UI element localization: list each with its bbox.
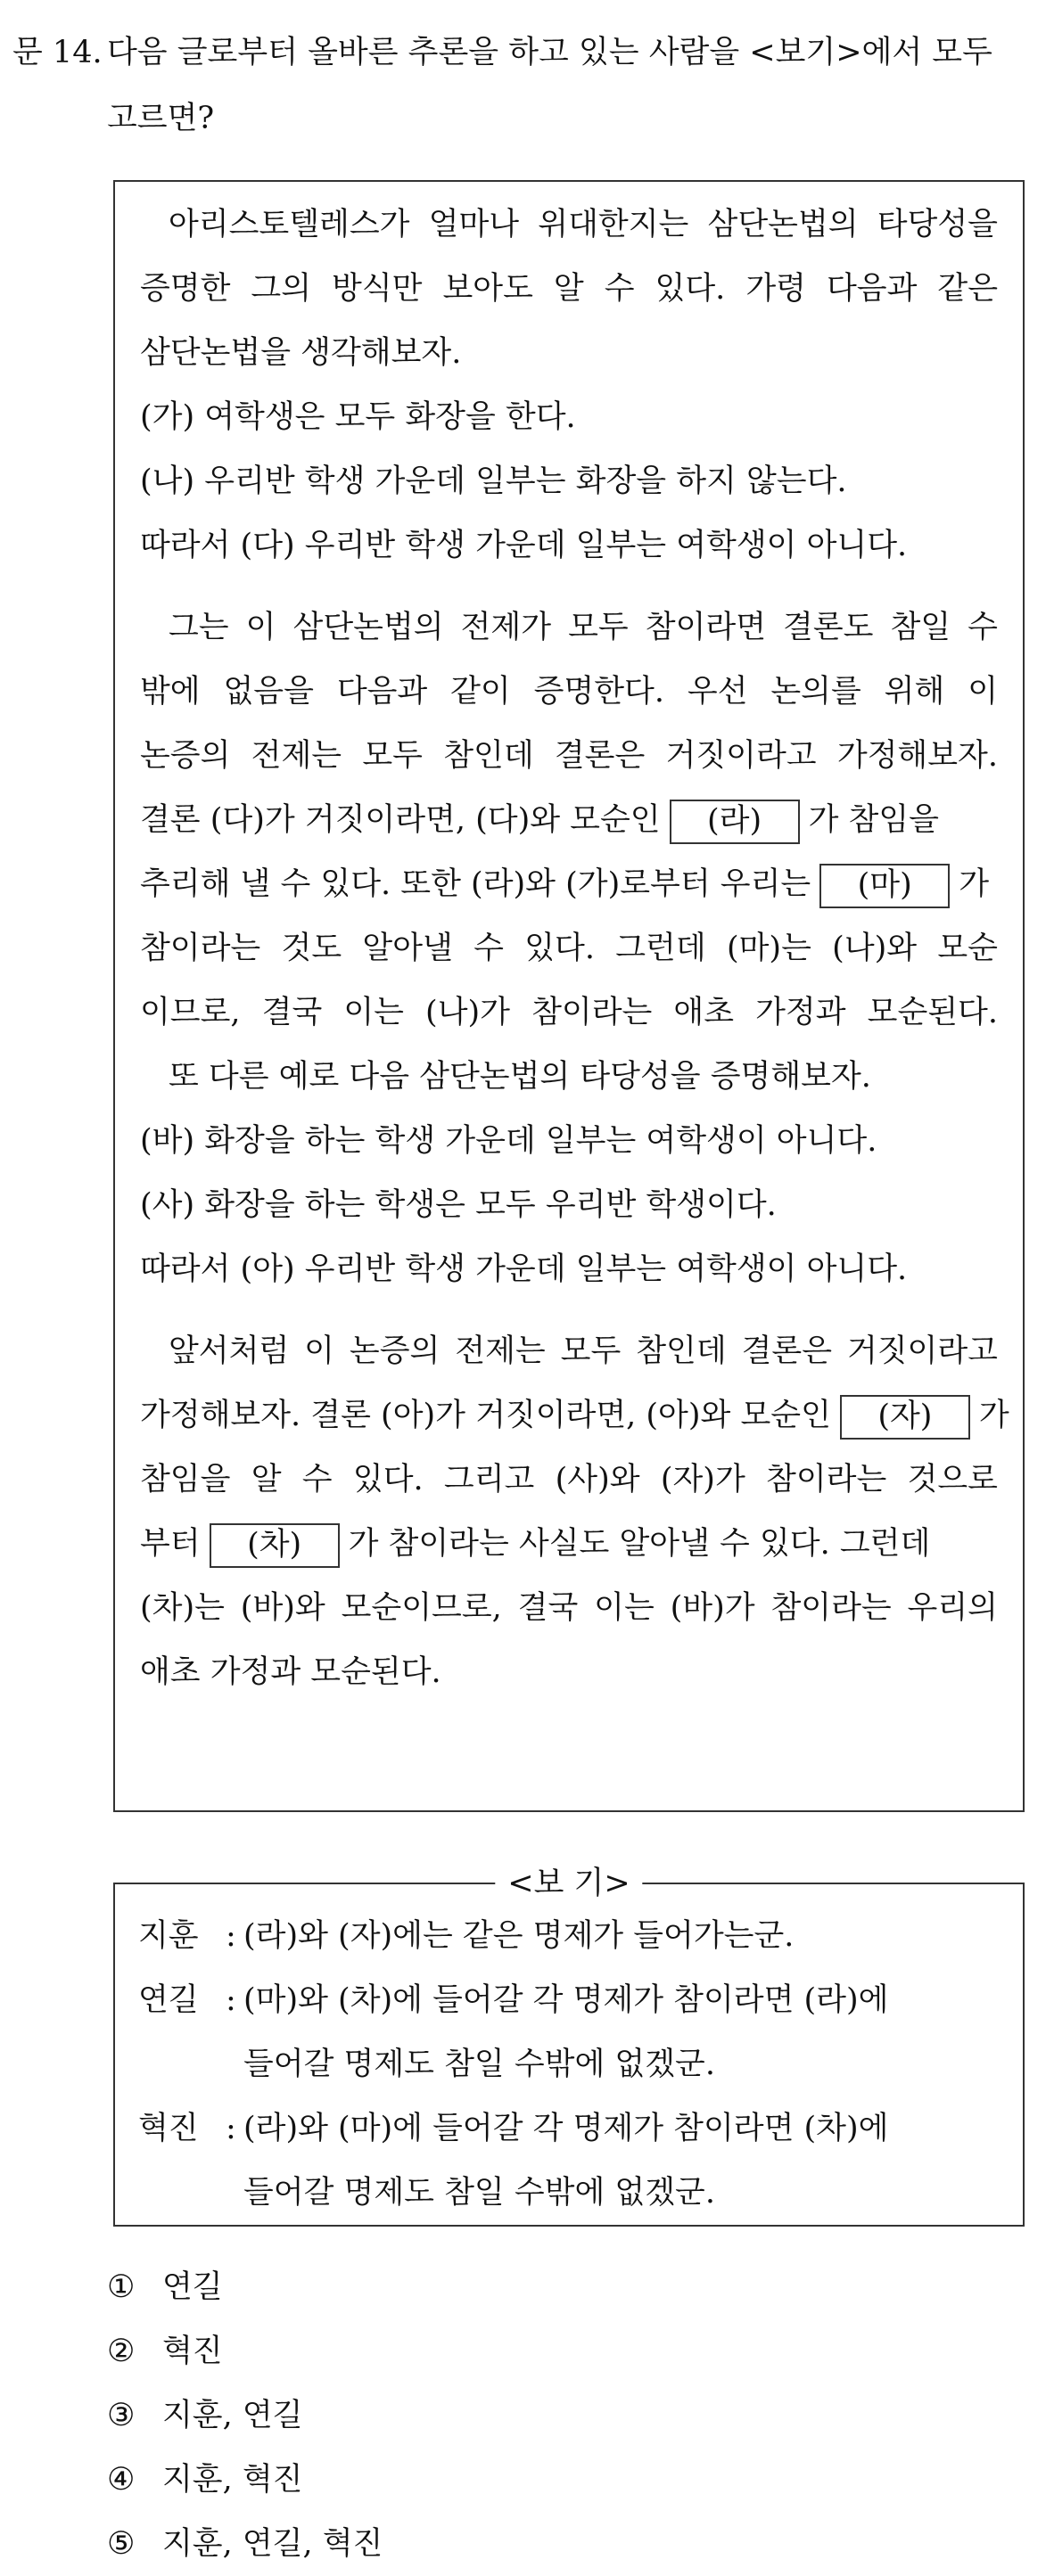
question-header (12, 20, 1047, 152)
passage-line: 앞서처럼 이 논증의 전제는 모두 참인데 결론은 거짓이라고 (169, 1333, 998, 1369)
question-stem-line-2: 고르면? (107, 101, 215, 136)
passage-line: 증명한 그의 방식만 보아도 알 수 있다. 가령 다음과 같은 (140, 271, 998, 307)
answer-choices (107, 2255, 383, 2576)
premise-ba: (바) 화장을 하는 학생 가운데 일부는 여학생이 아니다. (140, 1123, 877, 1159)
bogi-item-jihun: 지훈 : (라)와 (자)에는 같은 명제가 들어가는군. (138, 1904, 1000, 1968)
conclusion-da: 따라서 (다) 우리반 학생 가운데 일부는 여학생이 아니다. (140, 528, 908, 563)
choice-1[interactable] (107, 2255, 383, 2319)
speaker-name: 지훈 (138, 1918, 199, 1954)
bogi-item-yeongil: 연길 : (마)와 (차)에 들어갈 각 명제가 참이라면 (라)에 (138, 1968, 1000, 2032)
bogi-statement: (라)와 (자)에는 같은 명제가 들어가는군. (243, 1918, 795, 1954)
speaker-name: 연길 (138, 1982, 199, 2018)
passage-line: 또 다른 예로 다음 삼단논법의 타당성을 증명해보자. (169, 1059, 871, 1095)
choice-text: 지훈, 연길, 혁진 (162, 2526, 383, 2562)
passage-line: 밖에 없음을 다음과 같이 증명한다. 우선 논의를 위해 이 (140, 674, 998, 710)
passage-line: 부터 (차) 가 참이라는 사실도 알아낼 수 있다. 그런데 (140, 1512, 998, 1576)
passage-line: 결론 (다)가 거짓이라면, (다)와 모순인 (라) 가 참임을 (140, 788, 998, 852)
bogi-statement-cont: 들어갈 명제도 참일 수밖에 없겠군. (243, 2047, 715, 2082)
passage-line: 그는 이 삼단논법의 전제가 모두 참이라면 결론도 참일 수 (169, 610, 998, 645)
question-line-1 (12, 20, 1047, 86)
choice-text: 연길 (162, 2269, 223, 2305)
premise-ga: (가) 여학생은 모두 화장을 한다. (140, 399, 576, 435)
speaker-name: 혁진 (138, 2111, 199, 2146)
passage-line: 참임을 알 수 있다. 그리고 (사)와 (자)가 참이라는 것으로 (140, 1462, 998, 1497)
question-stem-line-1: 다음 글로부터 올바른 추론을 하고 있는 사람을 <보기>에서 모두 (107, 35, 992, 70)
choice-5[interactable] (107, 2512, 383, 2576)
choice-4[interactable] (107, 2448, 383, 2512)
choice-number: ② (107, 2334, 136, 2369)
choice-2[interactable] (107, 2319, 383, 2383)
bogi-title: <보 기> (495, 1861, 642, 1906)
conclusion-a: 따라서 (아) 우리반 학생 가운데 일부는 여학생이 아니다. (140, 1251, 908, 1287)
passage-line: (차)는 (바)와 모순이므로, 결국 이는 (바)가 참이라는 우리의 (140, 1590, 998, 1626)
passage-line: 아리스토텔레스가 얼마나 위대한지는 삼단논법의 타당성을 (169, 207, 998, 242)
passage-box (113, 180, 1025, 1812)
blank-ja: (자) (840, 1395, 970, 1440)
premise-sa: (사) 화장을 하는 학생은 모두 우리반 학생이다. (140, 1187, 777, 1223)
passage-line: 논증의 전제는 모두 참인데 결론은 거짓이라고 가정해보자. (140, 738, 998, 774)
choice-number: ③ (107, 2398, 136, 2433)
question-number: 문 14. (12, 35, 103, 70)
blank-cha: (차) (210, 1523, 340, 1568)
passage-line: 삼단논법을 생각해보자. (140, 335, 462, 371)
premise-na: (나) 우리반 학생 가운데 일부는 화장을 하지 않는다. (140, 464, 847, 499)
passage-line: 애초 가정과 모순된다. (140, 1654, 441, 1690)
passage-line: 추리해 낼 수 있다. 또한 (라)와 (가)로부터 우리는 (마) 가 (140, 852, 998, 916)
choice-number: ① (107, 2269, 136, 2305)
choice-text: 지훈, 연길 (162, 2398, 303, 2433)
bogi-box (113, 1866, 1025, 2227)
passage-line: 이므로, 결국 이는 (나)가 참이라는 애초 가정과 모순된다. (140, 995, 998, 1030)
blank-ma: (마) (819, 864, 950, 908)
choice-text: 혁진 (162, 2334, 223, 2369)
blank-ra: (라) (670, 800, 800, 844)
choice-3[interactable] (107, 2383, 383, 2448)
choice-text: 지훈, 혁진 (162, 2462, 303, 2498)
bogi-statement: (마)와 (차)에 들어갈 각 명제가 참이라면 (라)에 (243, 1982, 889, 2018)
choice-number: ⑤ (107, 2526, 136, 2562)
choice-number: ④ (107, 2462, 136, 2498)
bogi-item-hyeokjin: 혁진 : (라)와 (마)에 들어갈 각 명제가 참이라면 (차)에 (138, 2096, 1000, 2161)
passage-line: 가정해보자. 결론 (아)가 거짓이라면, (아)와 모순인 (자) 가 (140, 1383, 998, 1448)
passage-line: 참이라는 것도 알아낼 수 있다. 그런데 (마)는 (나)와 모순 (140, 931, 998, 966)
bogi-statement-cont: 들어갈 명제도 참일 수밖에 없겠군. (243, 2175, 715, 2211)
bogi-statement: (라)와 (마)에 들어갈 각 명제가 참이라면 (차)에 (243, 2111, 889, 2146)
